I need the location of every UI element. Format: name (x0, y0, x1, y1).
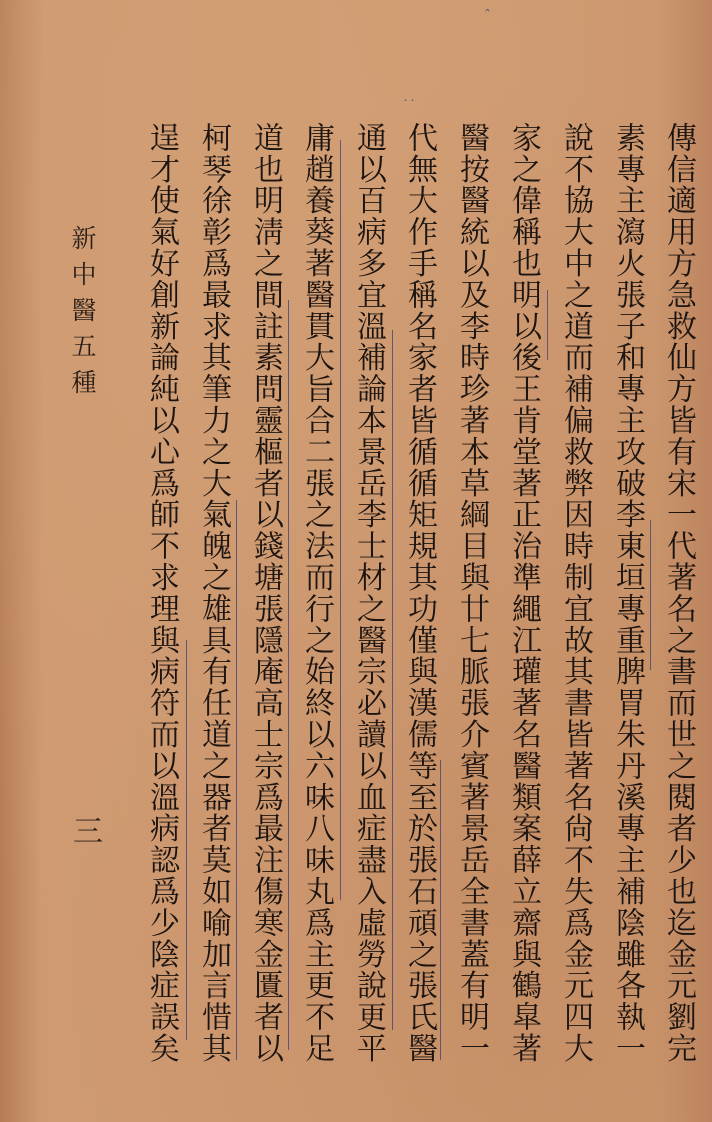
ink-line (547, 290, 548, 360)
text-column-3: 說不協大中之道而補偏救弊因時制宜故其書皆著名尙不失爲金元四大 (558, 122, 593, 1064)
text-column-1: 傳信適用方急救仙方皆有宋一代著名之書而世之閱者少也迄金元劉完 (661, 122, 696, 1064)
text-column-4: 家之偉稱也明以後王肯堂著正治準繩江瓘著名醫類案薛立齋與鶴皐著 (506, 122, 541, 1064)
running-header: 新中醫五種 (68, 225, 97, 405)
text-column-5: 醫按醫統以及李時珍著本草綱目與廿七脈張介賓著景岳全書蓋有明一 (454, 122, 489, 1064)
text-column-9: 道也明淸之間註素問靈樞者以錢塘張隱庵高士宗爲最注傷寒金匱者以 (248, 122, 283, 1064)
text-column-10: 柯琴徐彰爲最求其筆力之大氣魄之雄具有任道之器者莫如喻加言惜其 (196, 122, 231, 1064)
text-column-6: 代無大作手稱名家者皆循循矩規其功僅與漢儒等至於張石頑之張氏醫 (402, 122, 437, 1064)
ink-line (186, 640, 187, 1040)
ink-line (236, 500, 237, 1060)
text-column-2: 素專主瀉火張子和專主攻破李東垣專重脾胃朱丹溪專主補陰雖各執一 (610, 122, 645, 1064)
ink-line (288, 300, 289, 1050)
ink-line (650, 520, 651, 670)
text-column-11: 逞才使氣好創新論純以心爲師不求理與病符而以溫病認爲少陰症誤矣 (144, 122, 179, 1064)
page-number: 三 (67, 815, 102, 845)
ink-line (392, 330, 393, 1030)
ink-line (440, 760, 441, 1060)
text-column-7: 通以百病多宜溫補論本景岳李士材之醫宗必讀以血症盡入虛勞說更平 (351, 122, 386, 1064)
ink-mark: ˙˙ (402, 98, 416, 114)
ink-mark: ˆ (484, 8, 491, 24)
ink-line (340, 140, 341, 900)
text-column-8: 庸趙養葵著醫貫大旨合二張之法而行之始終以六味八味丸爲主更不足 (299, 122, 334, 1064)
